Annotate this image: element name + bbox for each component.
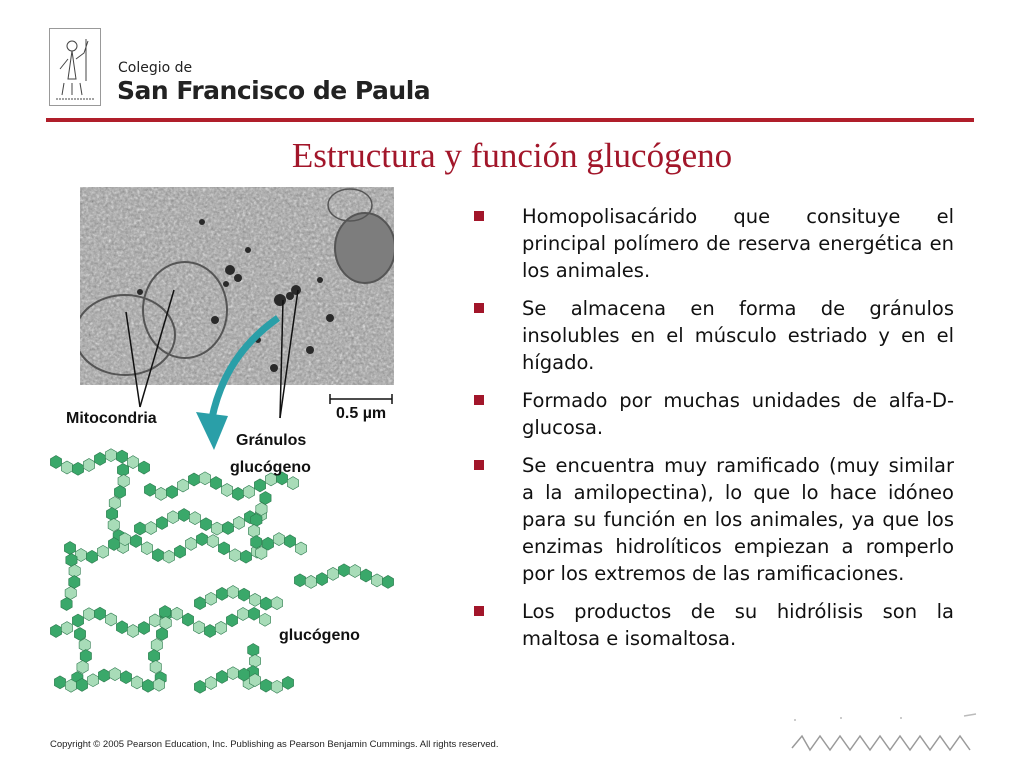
glucose-unit-icon (194, 680, 205, 693)
glucose-unit-icon (254, 479, 265, 492)
glucose-unit-icon (80, 650, 91, 663)
square-bullet-icon (474, 606, 484, 616)
glucose-unit-icon (77, 661, 88, 674)
glucose-unit-icon (271, 680, 282, 693)
glucose-unit-icon (74, 628, 85, 641)
glucose-unit-icon (215, 621, 226, 634)
bullet-text: Se almacena en forma de gránulos insolubles en el músculo estriado y en el hígado. (522, 297, 954, 374)
glucose-unit-icon (148, 650, 159, 663)
glucose-unit-icon (150, 661, 161, 674)
glucose-unit-icon (316, 573, 327, 586)
glucose-unit-icon (149, 614, 160, 627)
glucose-unit-icon (205, 677, 216, 690)
brand-line-2: San Francisco de Paula (117, 76, 431, 105)
glucose-unit-icon (196, 533, 207, 546)
copyright-notice: Copyright © 2005 Pearson Education, Inc. Publishing as Pearson Benjamin Cummings. All rights reserved. (50, 739, 499, 750)
glucose-unit-icon (240, 550, 251, 563)
glucose-unit-icon (248, 525, 259, 538)
glucose-unit-icon (273, 533, 284, 546)
glucose-unit-icon (193, 621, 204, 634)
square-bullet-icon (474, 460, 484, 470)
glucose-unit-icon (127, 625, 138, 638)
glucose-unit-icon (227, 667, 238, 680)
square-bullet-icon (474, 211, 484, 221)
glucose-unit-icon (87, 674, 98, 687)
scale-label: 0.5 µm (336, 405, 387, 422)
glucose-unit-icon (120, 671, 131, 684)
glucose-unit-icon (116, 450, 127, 463)
glucose-unit-icon (109, 497, 120, 510)
glucose-unit-icon (229, 549, 240, 562)
glucose-unit-icon (109, 668, 120, 681)
glucose-unit-icon (327, 567, 338, 580)
glucose-unit-icon (155, 487, 166, 500)
glucose-unit-icon (295, 542, 306, 555)
glucose-unit-icon (163, 550, 174, 563)
glucose-unit-icon (248, 607, 259, 620)
glucose-unit-icon (130, 535, 141, 548)
bullet-item (470, 295, 954, 376)
glucose-unit-icon (287, 477, 298, 490)
glucose-unit-icon (188, 473, 199, 486)
glucose-unit-icon (174, 545, 185, 558)
granules-label-line2: glucógeno (230, 459, 311, 476)
slide-title: Estructura y función glucógeno (291, 136, 733, 175)
glucose-unit-icon (50, 625, 61, 638)
glucose-unit-icon (94, 452, 105, 465)
glucose-unit-icon (116, 621, 127, 634)
glucose-unit-icon (371, 574, 382, 587)
glucose-unit-icon (182, 613, 193, 626)
glucose-unit-icon (305, 575, 316, 588)
glucose-unit-icon (178, 509, 189, 522)
glucose-unit-icon (185, 537, 196, 550)
glucose-unit-icon (86, 550, 97, 563)
glucose-unit-icon (167, 511, 178, 524)
glucose-unit-icon (249, 655, 260, 668)
glucose-unit-icon (260, 679, 271, 692)
bullet-list (470, 203, 954, 663)
mitochondria-label: Mitocondria (66, 410, 157, 427)
glucose-unit-icon (65, 679, 76, 692)
glucose-unit-icon (194, 597, 205, 610)
glucose-unit-icon (153, 678, 164, 691)
glucose-unit-icon (200, 518, 211, 531)
glucose-unit-icon (226, 614, 237, 627)
square-bullet-icon (474, 303, 484, 313)
glucose-unit-icon (151, 639, 162, 652)
glucose-unit-icon (222, 522, 233, 535)
glucose-unit-icon (259, 613, 270, 626)
glucose-unit-icon (105, 449, 116, 462)
bullet-text: Homopolisacárido que consituye el principal polímero de reserva energética en los animales. (522, 205, 954, 282)
glucose-unit-icon (152, 549, 163, 562)
glucose-unit-icon (338, 564, 349, 577)
glucose-unit-icon (79, 639, 90, 652)
glucose-unit-icon (171, 607, 182, 620)
glucose-unit-icon (189, 512, 200, 525)
glucose-unit-icon (138, 461, 149, 474)
square-bullet-icon (474, 395, 484, 405)
glucose-unit-icon (106, 508, 117, 521)
glucose-unit-icon (177, 479, 188, 492)
glucose-unit-icon (211, 522, 222, 535)
glucose-unit-icon (282, 676, 293, 689)
glycogen-label: glucógeno (279, 627, 360, 644)
bullet-text: Se encuentra muy ramificado (muy similar a la amilopectina), lo que lo hace idóneo para su función en los animales, ya que los enzimas hidrolíticos empiezan a romperlo por los extremos de las ramificaciones. (522, 454, 954, 585)
glucose-unit-icon (145, 522, 156, 535)
glucose-unit-icon (284, 535, 295, 548)
bullet-item (470, 387, 954, 441)
glucose-unit-icon (108, 519, 119, 532)
glucose-unit-icon (64, 542, 75, 555)
glucose-unit-icon (233, 516, 244, 529)
glucose-unit-icon (94, 607, 105, 620)
glucose-unit-icon (199, 472, 210, 485)
glucose-unit-icon (382, 575, 393, 588)
glucose-unit-icon (83, 459, 94, 472)
bullet-item (470, 452, 954, 587)
glucose-unit-icon (243, 485, 254, 498)
glucose-unit-icon (105, 613, 116, 626)
glucose-unit-icon (83, 608, 94, 621)
glucose-unit-icon (260, 597, 271, 610)
bullet-item (470, 203, 954, 284)
glucose-unit-icon (271, 597, 282, 610)
glucose-unit-icon (232, 487, 243, 500)
glucose-unit-icon (166, 486, 177, 499)
scale-bar (330, 394, 392, 404)
glucose-unit-icon (237, 608, 248, 621)
granules-label-line1: Gránulos (236, 432, 307, 449)
glucose-unit-icon (294, 574, 305, 587)
glucose-unit-icon (216, 670, 227, 683)
glucose-unit-icon (131, 676, 142, 689)
bullet-item (470, 598, 954, 652)
glucose-unit-icon (134, 522, 145, 535)
glucose-unit-icon (72, 462, 83, 475)
glucose-unit-icon (72, 614, 83, 627)
glycogen-chain-illustration (50, 449, 393, 694)
glucose-unit-icon (251, 536, 262, 549)
glucose-unit-icon (54, 676, 65, 689)
glucose-unit-icon (205, 592, 216, 605)
glucose-unit-icon (218, 542, 229, 555)
glucose-unit-icon (238, 588, 249, 601)
glucose-unit-icon (142, 679, 153, 692)
decorative-signature-mark (780, 706, 980, 764)
glucose-unit-icon (227, 586, 238, 599)
glucose-unit-icon (210, 477, 221, 490)
glucose-unit-icon (127, 456, 138, 469)
glucose-unit-icon (207, 535, 218, 548)
glucose-unit-icon (141, 542, 152, 555)
glucose-unit-icon (249, 593, 260, 606)
glucose-unit-icon (204, 625, 215, 638)
glucose-unit-icon (61, 461, 72, 474)
glucose-unit-icon (221, 484, 232, 497)
glucose-unit-icon (360, 569, 371, 582)
glucose-unit-icon (248, 644, 259, 657)
bullet-text: Formado por muchas unidades de alfa-D-glucosa. (522, 389, 954, 439)
glucose-unit-icon (349, 565, 360, 578)
glucose-unit-icon (138, 622, 149, 635)
brand-line-1: Colegio de (118, 60, 193, 76)
glucose-unit-icon (156, 517, 167, 530)
glucose-unit-icon (144, 483, 155, 496)
glucose-unit-icon (98, 669, 109, 682)
glycogen-figure (0, 0, 420, 710)
bullet-text: Los productos de su hidrólisis son la maltosa e isomaltosa. (522, 600, 954, 650)
glucose-unit-icon (76, 678, 87, 691)
glucose-unit-icon (97, 545, 108, 558)
glucose-unit-icon (50, 456, 61, 469)
glucose-unit-icon (216, 587, 227, 600)
glucose-unit-icon (61, 622, 72, 635)
